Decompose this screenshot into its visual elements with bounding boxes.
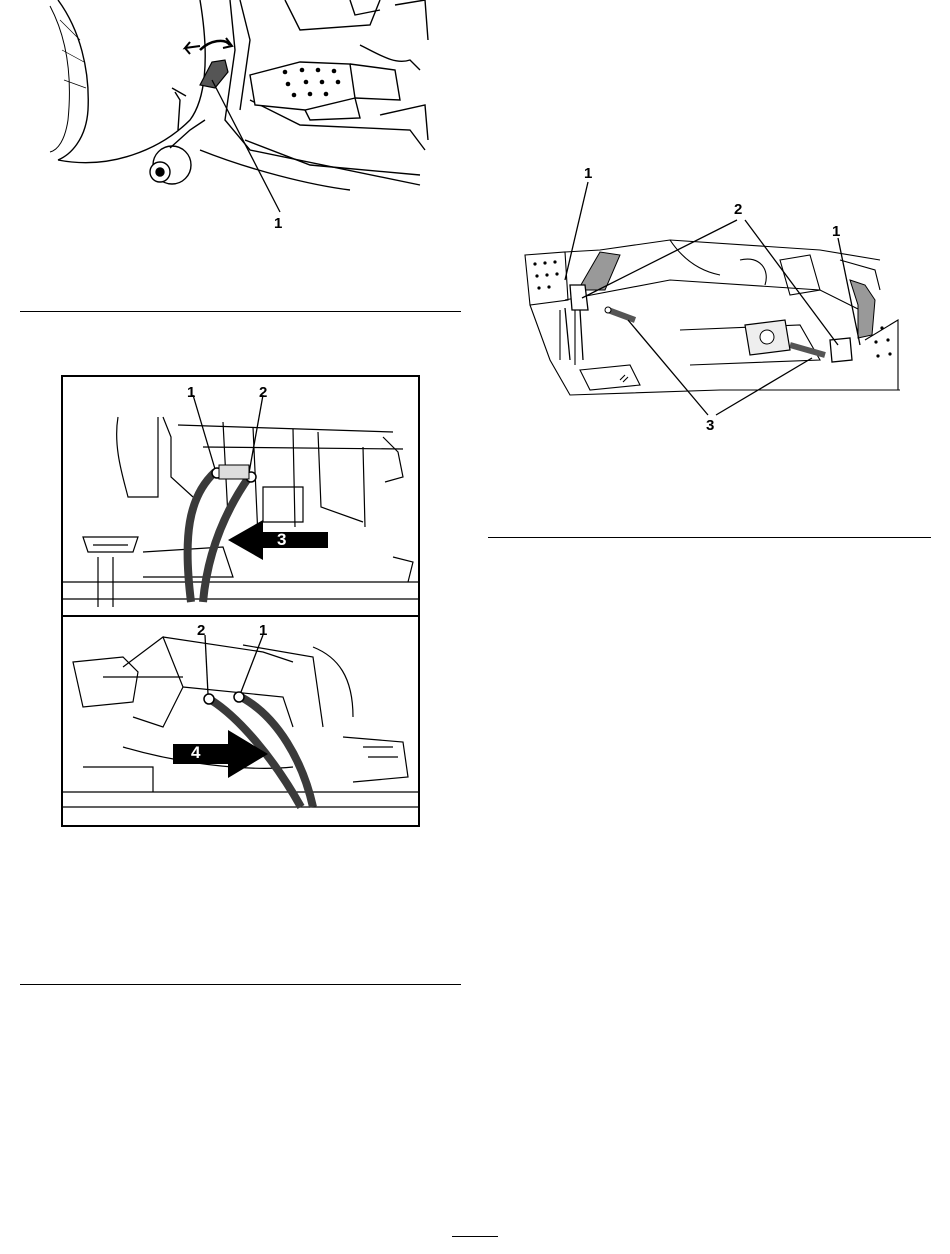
callout-1: 1 <box>274 215 283 232</box>
page-number-rule <box>452 1236 498 1237</box>
horizontal-rule <box>20 984 461 985</box>
figure-top-left-drawing <box>50 0 430 240</box>
top-panel-drawing <box>63 377 418 615</box>
horizontal-rule <box>488 537 931 538</box>
figure-right-drawing <box>520 160 900 440</box>
callout-1: 1 <box>832 223 841 240</box>
figure-right <box>520 160 900 440</box>
figure-middle-left <box>61 375 420 827</box>
arrow-label-3: 3 <box>277 530 287 549</box>
callout-3: 3 <box>706 417 715 434</box>
callout-2: 2 <box>734 201 743 218</box>
callout-1: 1 <box>584 165 593 182</box>
arrow-label-4: 4 <box>191 743 201 762</box>
callout-1: 1 <box>187 384 196 401</box>
callout-1: 1 <box>259 622 268 639</box>
callout-2: 2 <box>259 384 268 401</box>
horizontal-rule <box>20 311 461 312</box>
bottom-panel-drawing <box>63 617 418 827</box>
callout-2: 2 <box>197 622 206 639</box>
figure-top-left <box>50 0 430 240</box>
